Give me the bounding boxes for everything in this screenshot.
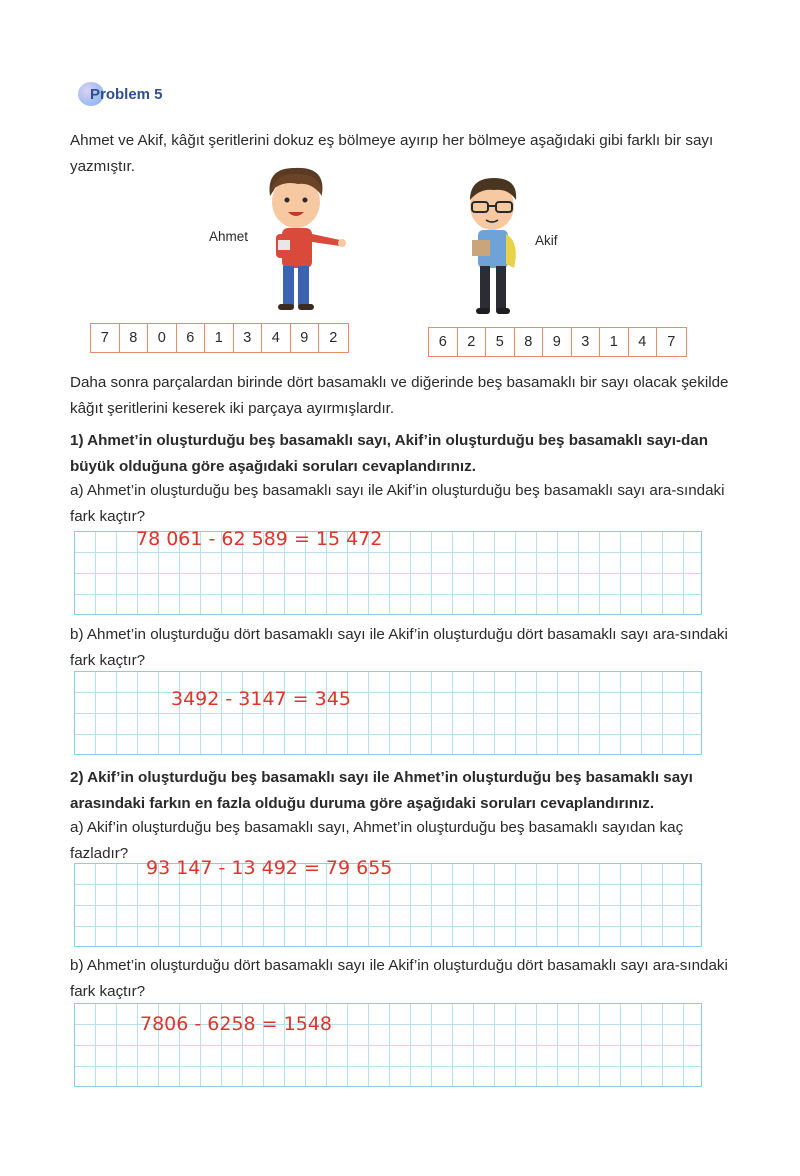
akif-name-label: Akif bbox=[535, 233, 558, 248]
ahmet-name-label: Ahmet bbox=[209, 229, 249, 244]
strip-cell: 7 bbox=[667, 334, 676, 350]
strip-cell: 6 bbox=[429, 328, 458, 356]
strip-cell: 3 bbox=[572, 328, 601, 356]
intro-text: Ahmet ve Akif, kâğıt şeritlerini dokuz eş bölmeye ayırıp her bölmeye aşağıdaki gibi farklı bir sayı yazmıştır. bbox=[70, 132, 714, 175]
strip-cell: 6 bbox=[177, 324, 206, 352]
section1-question-a: a) Ahmet’in oluşturduğu beş basamaklı sayı ile Akif’in oluşturduğu beş basamaklı sayı ara-sındaki fark kaçtır? bbox=[70, 482, 725, 525]
ahmet-digit-strip bbox=[90, 323, 349, 353]
ahmet-illustration bbox=[236, 162, 356, 314]
strip-cell: 2 bbox=[458, 328, 487, 356]
strip-cell: 7 bbox=[91, 324, 120, 352]
strip-cell: 1 bbox=[205, 324, 234, 352]
strip-cell: 9 bbox=[543, 328, 572, 356]
section1-question-b: b) Ahmet’in oluşturduğu dört basamaklı sayı ile Akif’in oluşturduğu dört basamaklı sayı ara-sındaki fark kaçtır? bbox=[70, 626, 728, 669]
section2-question-b: b) Ahmet’in oluşturduğu dört basamaklı sayı ile Akif’in oluşturduğu dört basamaklı sayı ara-sındaki fark kaçtır? bbox=[70, 957, 728, 1000]
strip-cell: 0 bbox=[148, 324, 177, 352]
strip-cell: 2 bbox=[329, 330, 338, 346]
strip-cell: 3 bbox=[234, 324, 263, 352]
answer-grid-1b bbox=[74, 671, 702, 755]
strip-cell: 5 bbox=[486, 328, 515, 356]
followup-text: Daha sonra parçalardan birinde dört basamaklı ve diğerinde beş basamaklı bir sayı olacak şekilde kâğıt şeritlerini keserek iki parçaya ayırmışlardır. bbox=[70, 374, 729, 417]
strip-cell: 9 bbox=[291, 324, 320, 352]
section2-heading: 2) Akif’in oluşturduğu beş basamaklı sayı ile Ahmet’in oluşturduğu beş basamaklı sayı arasındaki farkın en fazla olduğu duruma göre aşağıdaki soruları cevaplandırınız. bbox=[70, 769, 693, 812]
akif-digit-strip bbox=[428, 327, 687, 357]
answer-1a: 78 061 - 62 589 = 15 472 bbox=[136, 528, 383, 550]
akif-illustration bbox=[458, 172, 528, 318]
problem-badge bbox=[78, 80, 163, 108]
problem-title: Problem 5 bbox=[90, 85, 163, 103]
strip-cell: 1 bbox=[600, 328, 629, 356]
strip-cell: 4 bbox=[262, 324, 291, 352]
answer-2b: 7806 - 6258 = 1548 bbox=[140, 1013, 332, 1035]
answer-1b: 3492 - 3147 = 345 bbox=[171, 688, 351, 710]
section1-heading: 1) Ahmet’in oluşturduğu beş basamaklı sayı, Akif’in oluşturduğu beş basamaklı sayı-dan büyük olduğuna göre aşağıdaki soruları cevaplandırınız. bbox=[70, 432, 709, 475]
strip-cell: 4 bbox=[629, 328, 658, 356]
section2-question-a: a) Akif’in oluşturduğu beş basamaklı sayı, Ahmet’in oluşturduğu beş basamaklı sayıdan kaç fazladır? bbox=[70, 819, 684, 862]
strip-cell: 8 bbox=[515, 328, 544, 356]
strip-cell: 8 bbox=[120, 324, 149, 352]
answer-2a: 93 147 - 13 492 = 79 655 bbox=[146, 857, 393, 879]
